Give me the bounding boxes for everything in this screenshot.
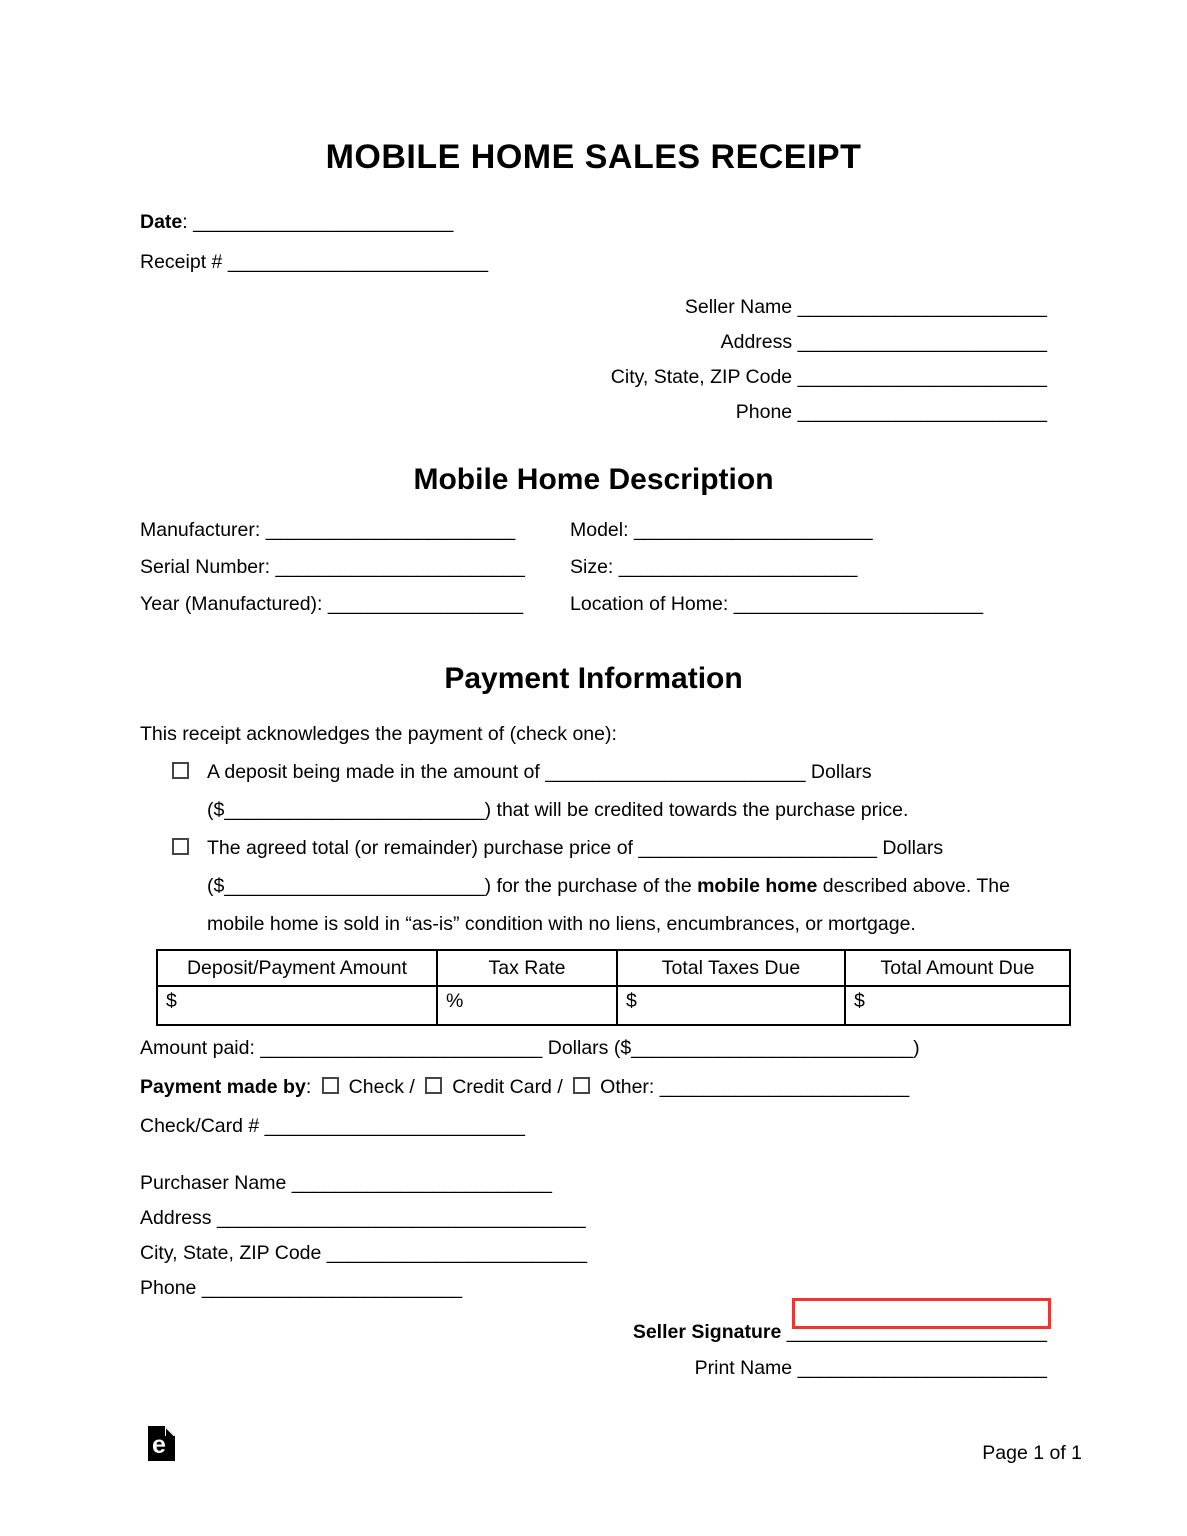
seller-name-row: [140, 290, 1047, 325]
total-dollar-blank[interactable]: ________________________: [224, 875, 485, 897]
date-blank[interactable]: ________________________: [193, 211, 454, 233]
size-blank[interactable]: ______________________: [618, 556, 858, 578]
seller-address-blank[interactable]: _______________________: [797, 331, 1047, 353]
total-option-text-1: The agreed total (or remainder) purchase price of: [207, 837, 639, 859]
description-row-2: [140, 549, 1047, 586]
total-option-line-2: [140, 867, 1047, 905]
deposit-checkbox[interactable]: [172, 762, 189, 779]
serial-number-label: Serial Number:: [140, 556, 276, 578]
deposit-payment-amount-cell[interactable]: $: [157, 986, 437, 1025]
check-card-number-blank[interactable]: ________________________: [264, 1115, 525, 1137]
payment-made-by-colon: :: [305, 1076, 317, 1098]
date-row: [140, 202, 1047, 242]
check-card-number-row: [140, 1107, 1047, 1146]
total-price-blank[interactable]: ______________________: [638, 837, 877, 859]
other-blank[interactable]: _______________________: [659, 1076, 910, 1098]
serial-number-field: [140, 549, 570, 586]
purchaser-address-blank[interactable]: __________________________________: [216, 1207, 586, 1229]
purchaser-address-row: [140, 1201, 1047, 1236]
total-option-line-1: [140, 829, 1047, 867]
seller-info-block: [140, 290, 1047, 430]
manufacturer-blank[interactable]: _______________________: [265, 519, 516, 541]
total-amount-due-header: Total Amount Due: [845, 950, 1070, 986]
signature-block: [140, 1314, 1047, 1386]
check-card-number-label: Check/Card #: [140, 1115, 265, 1137]
deposit-option-text-1: A deposit being made in the amount of: [207, 761, 546, 783]
seller-phone-blank[interactable]: _______________________: [797, 401, 1047, 423]
other-option-label: Other:: [600, 1076, 660, 1098]
eforms-logo-icon: [148, 1426, 175, 1461]
mobile-home-bold-text: mobile home: [697, 875, 818, 897]
total-option-text-3: ($: [207, 875, 225, 897]
section-heading-description: Mobile Home Description: [413, 463, 774, 496]
location-of-home-field: [570, 586, 983, 623]
purchaser-city-state-zip-row: [140, 1236, 1047, 1271]
payment-table: [156, 949, 1071, 1026]
payment-table-value-row: [157, 986, 1070, 1025]
deposit-option-line-2: [140, 791, 1047, 829]
amount-paid-blank[interactable]: __________________________: [260, 1037, 543, 1059]
seller-name-label: Seller Name: [684, 296, 798, 318]
purchaser-info-block: [140, 1166, 1047, 1306]
print-name-row: [140, 1350, 1047, 1386]
total-option-line-3: mobile home is sold in “as-is” condition with no liens, encumbrances, or mortgage.: [207, 913, 916, 935]
seller-city-state-zip-row: [140, 360, 1047, 395]
purchaser-phone-blank[interactable]: ________________________: [201, 1277, 463, 1299]
total-taxes-due-cell[interactable]: $: [617, 986, 845, 1025]
page-title: MOBILE HOME SALES RECEIPT: [325, 138, 862, 176]
seller-signature-row: [140, 1314, 1047, 1350]
check-option-label: Check /: [348, 1076, 421, 1098]
purchaser-name-row: [140, 1166, 1047, 1201]
manufacturer-field: [140, 512, 570, 549]
model-label: Model:: [570, 519, 634, 541]
receipt-number-blank[interactable]: ________________________: [227, 251, 489, 273]
total-option-text-4: ) for the purchase of the: [484, 875, 698, 897]
seller-signature-blank[interactable]: ________________________: [786, 1321, 1047, 1343]
purchaser-city-state-zip-blank[interactable]: ________________________: [326, 1242, 588, 1264]
payment-intro: This receipt acknowledges the payment of (check one):: [140, 723, 617, 745]
payment-table-header-row: [157, 950, 1070, 986]
payment-made-by-label: Payment made by: [140, 1076, 306, 1098]
seller-city-state-zip-label: City, State, ZIP Code: [610, 366, 798, 388]
purchaser-address-label: Address: [140, 1207, 217, 1229]
total-option-text-2: Dollars: [876, 837, 944, 859]
seller-signature-label: Seller Signature: [632, 1321, 787, 1343]
check-checkbox[interactable]: [322, 1077, 339, 1094]
description-row-1: [140, 512, 1047, 549]
deposit-option-text-2: Dollars: [805, 761, 872, 783]
year-manufactured-blank[interactable]: __________________: [327, 593, 524, 615]
eforms-logo-letter: e: [152, 1431, 166, 1459]
seller-city-state-zip-blank[interactable]: _______________________: [797, 366, 1047, 388]
year-manufactured-label: Year (Manufactured):: [140, 593, 328, 615]
manufacturer-label: Manufacturer:: [140, 519, 266, 541]
amount-paid-label: Amount paid:: [140, 1037, 261, 1059]
page-number: Page 1 of 1: [982, 1442, 1082, 1464]
location-of-home-blank[interactable]: _______________________: [733, 593, 984, 615]
deposit-option-line-1: [140, 753, 1047, 791]
credit-card-checkbox[interactable]: [425, 1077, 442, 1094]
purchaser-city-state-zip-label: City, State, ZIP Code: [140, 1242, 327, 1264]
model-blank[interactable]: ______________________: [633, 519, 873, 541]
total-price-checkbox[interactable]: [172, 838, 189, 855]
seller-phone-label: Phone: [735, 401, 798, 423]
date-label: Date: [140, 211, 183, 233]
location-of-home-label: Location of Home:: [570, 593, 734, 615]
seller-signature-field[interactable]: [787, 1321, 1047, 1343]
purchaser-phone-label: Phone: [140, 1277, 202, 1299]
deposit-dollar-blank[interactable]: ________________________: [224, 799, 485, 821]
tax-rate-header: Tax Rate: [437, 950, 617, 986]
deposit-amount-blank[interactable]: ________________________: [545, 761, 806, 783]
credit-card-option-label: Credit Card /: [452, 1076, 569, 1098]
purchaser-name-blank[interactable]: ________________________: [291, 1172, 553, 1194]
other-checkbox[interactable]: [573, 1077, 590, 1094]
amount-paid-mid-text: Dollars ($: [542, 1037, 632, 1059]
tax-rate-cell[interactable]: %: [437, 986, 617, 1025]
amount-paid-dollar-blank[interactable]: __________________________: [631, 1037, 914, 1059]
deposit-option-text-4: ) that will be credited towards the purchase price.: [484, 799, 909, 821]
size-label: Size:: [570, 556, 619, 578]
total-option-text-5: described above. The: [817, 875, 1010, 897]
signature-highlight-box[interactable]: [792, 1298, 1051, 1329]
model-field: [570, 512, 873, 549]
description-row-3: [140, 586, 1047, 623]
seller-phone-row: [140, 395, 1047, 430]
amount-paid-end-text: ): [913, 1037, 920, 1059]
payment-made-by-row: [140, 1068, 1047, 1107]
print-name-label: Print Name: [694, 1357, 798, 1379]
receipt-number-row: [140, 242, 1047, 282]
purchaser-name-label: Purchaser Name: [140, 1172, 292, 1194]
eforms-logo: [148, 1426, 175, 1467]
size-field: [570, 549, 857, 586]
total-amount-due-cell[interactable]: $: [845, 986, 1070, 1025]
seller-address-row: [140, 325, 1047, 360]
amount-paid-row: [140, 1029, 1047, 1068]
receipt-number-label: Receipt #: [140, 251, 228, 273]
seller-address-label: Address: [720, 331, 798, 353]
date-colon: :: [182, 211, 194, 233]
serial-number-blank[interactable]: _______________________: [275, 556, 525, 578]
print-name-blank[interactable]: _______________________: [797, 1357, 1047, 1379]
total-taxes-due-header: Total Taxes Due: [617, 950, 845, 986]
deposit-payment-amount-header: Deposit/Payment Amount: [157, 950, 437, 986]
year-manufactured-field: [140, 586, 570, 623]
deposit-option-text-3: ($: [207, 799, 225, 821]
seller-name-blank[interactable]: _______________________: [797, 296, 1047, 318]
section-heading-payment: Payment Information: [444, 662, 743, 695]
